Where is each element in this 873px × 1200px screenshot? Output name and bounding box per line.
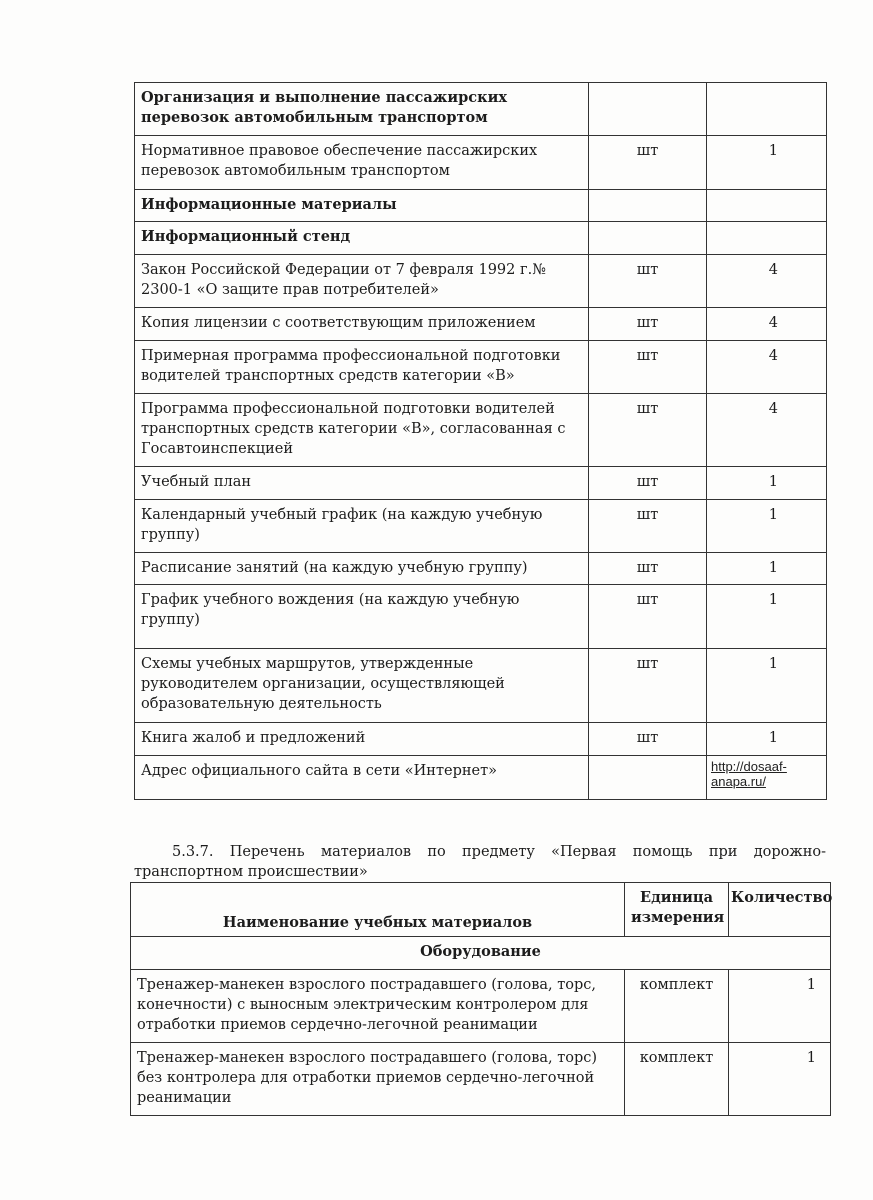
table-row [135, 190, 827, 222]
row-name: Организация и выполнение пассажирских перевозок автомобильным транспортом [135, 83, 589, 136]
row-qty: 1 [707, 723, 827, 756]
row-unit: шт [589, 723, 707, 756]
row-unit: шт [589, 500, 707, 553]
table-row [135, 136, 827, 190]
section-heading [134, 842, 826, 882]
row-unit: шт [589, 255, 707, 308]
header-name: Наименование учебных материалов [131, 883, 625, 937]
row-name: Тренажер-манекен взрослого пострадавшего (голова, торс) без контролера для отработки приемов сердечно-легочной реанимации [131, 1043, 625, 1116]
materials-table-2 [130, 882, 831, 1116]
table-row [135, 255, 827, 308]
row-name: Расписание занятий (на каждую учебную группу) [135, 553, 589, 585]
group-label: Оборудование [131, 937, 831, 970]
row-unit [589, 190, 707, 222]
row-unit: комплект [625, 1043, 729, 1116]
row-unit: шт [589, 553, 707, 585]
row-qty: 1 [707, 500, 827, 553]
row-name: Адрес официального сайта в сети «Интернет» [135, 756, 589, 800]
table-row [135, 723, 827, 756]
row-name: Копия лицензии с соответствующим приложением [135, 308, 589, 341]
row-name: Учебный план [135, 467, 589, 500]
row-qty: 1 [707, 136, 827, 190]
materials-table-1 [134, 82, 827, 800]
table-row [135, 756, 827, 800]
table-group-row [131, 937, 831, 970]
row-name: Примерная программа профессиональной подготовки водителей транспортных средств категории «В» [135, 341, 589, 394]
row-name: Закон Российской Федерации от 7 февраля 1992 г.№ 2300-1 «О защите прав потребителей» [135, 255, 589, 308]
table-row [135, 553, 827, 585]
header-unit: Единица измерения [625, 883, 729, 937]
row-name: Календарный учебный график (на каждую учебную группу) [135, 500, 589, 553]
row-unit [589, 222, 707, 255]
row-name: Тренажер-манекен взрослого пострадавшего (голова, торс, конечности) с выносным электрическим контролером для отработки приемов сердечно-легочной реанимации [131, 970, 625, 1043]
row-name: Нормативное правовое обеспечение пассажирских перевозок автомобильным транспортом [135, 136, 589, 190]
row-qty: 4 [707, 255, 827, 308]
website-link[interactable]: http://dosaaf-anapa.ru/ [707, 756, 827, 800]
row-name: Книга жалоб и предложений [135, 723, 589, 756]
row-name: График учебного вождения (на каждую учебную группу) [135, 585, 589, 649]
table-row [131, 1043, 831, 1116]
row-unit: шт [589, 649, 707, 723]
table-header-row [131, 883, 831, 937]
row-unit: шт [589, 308, 707, 341]
table-row [135, 500, 827, 553]
section-heading-text: 5.3.7. Перечень материалов по предмету «Первая помощь при дорожно-транспортном происшествии» [134, 844, 826, 880]
table-row [135, 222, 827, 255]
table-row [135, 467, 827, 500]
row-name: Схемы учебных маршрутов, утвержденные руководителем организации, осуществляющей образовательную деятельность [135, 649, 589, 723]
row-unit: шт [589, 467, 707, 500]
header-qty: Количество [729, 883, 831, 937]
table-row [135, 341, 827, 394]
row-name: Информационные материалы [135, 190, 589, 222]
row-unit [589, 756, 707, 800]
table-row [135, 649, 827, 723]
row-qty [707, 190, 827, 222]
row-qty: 1 [707, 649, 827, 723]
table-row [135, 83, 827, 136]
row-qty: 1 [729, 970, 831, 1043]
row-unit: шт [589, 341, 707, 394]
table-row [135, 394, 827, 467]
row-qty: 1 [707, 585, 827, 649]
row-qty: 1 [729, 1043, 831, 1116]
row-qty [707, 222, 827, 255]
row-unit: комплект [625, 970, 729, 1043]
row-qty: 4 [707, 394, 827, 467]
table-row [135, 585, 827, 649]
row-unit [589, 83, 707, 136]
row-name: Программа профессиональной подготовки водителей транспортных средств категории «В», согласованная с Госавтоинспекцией [135, 394, 589, 467]
table-row [131, 970, 831, 1043]
row-qty: 4 [707, 308, 827, 341]
row-unit: шт [589, 136, 707, 190]
row-unit: шт [589, 394, 707, 467]
row-qty: 1 [707, 467, 827, 500]
row-qty: 1 [707, 553, 827, 585]
row-unit: шт [589, 585, 707, 649]
row-qty: 4 [707, 341, 827, 394]
row-name: Информационный стенд [135, 222, 589, 255]
row-qty [707, 83, 827, 136]
table-row [135, 308, 827, 341]
